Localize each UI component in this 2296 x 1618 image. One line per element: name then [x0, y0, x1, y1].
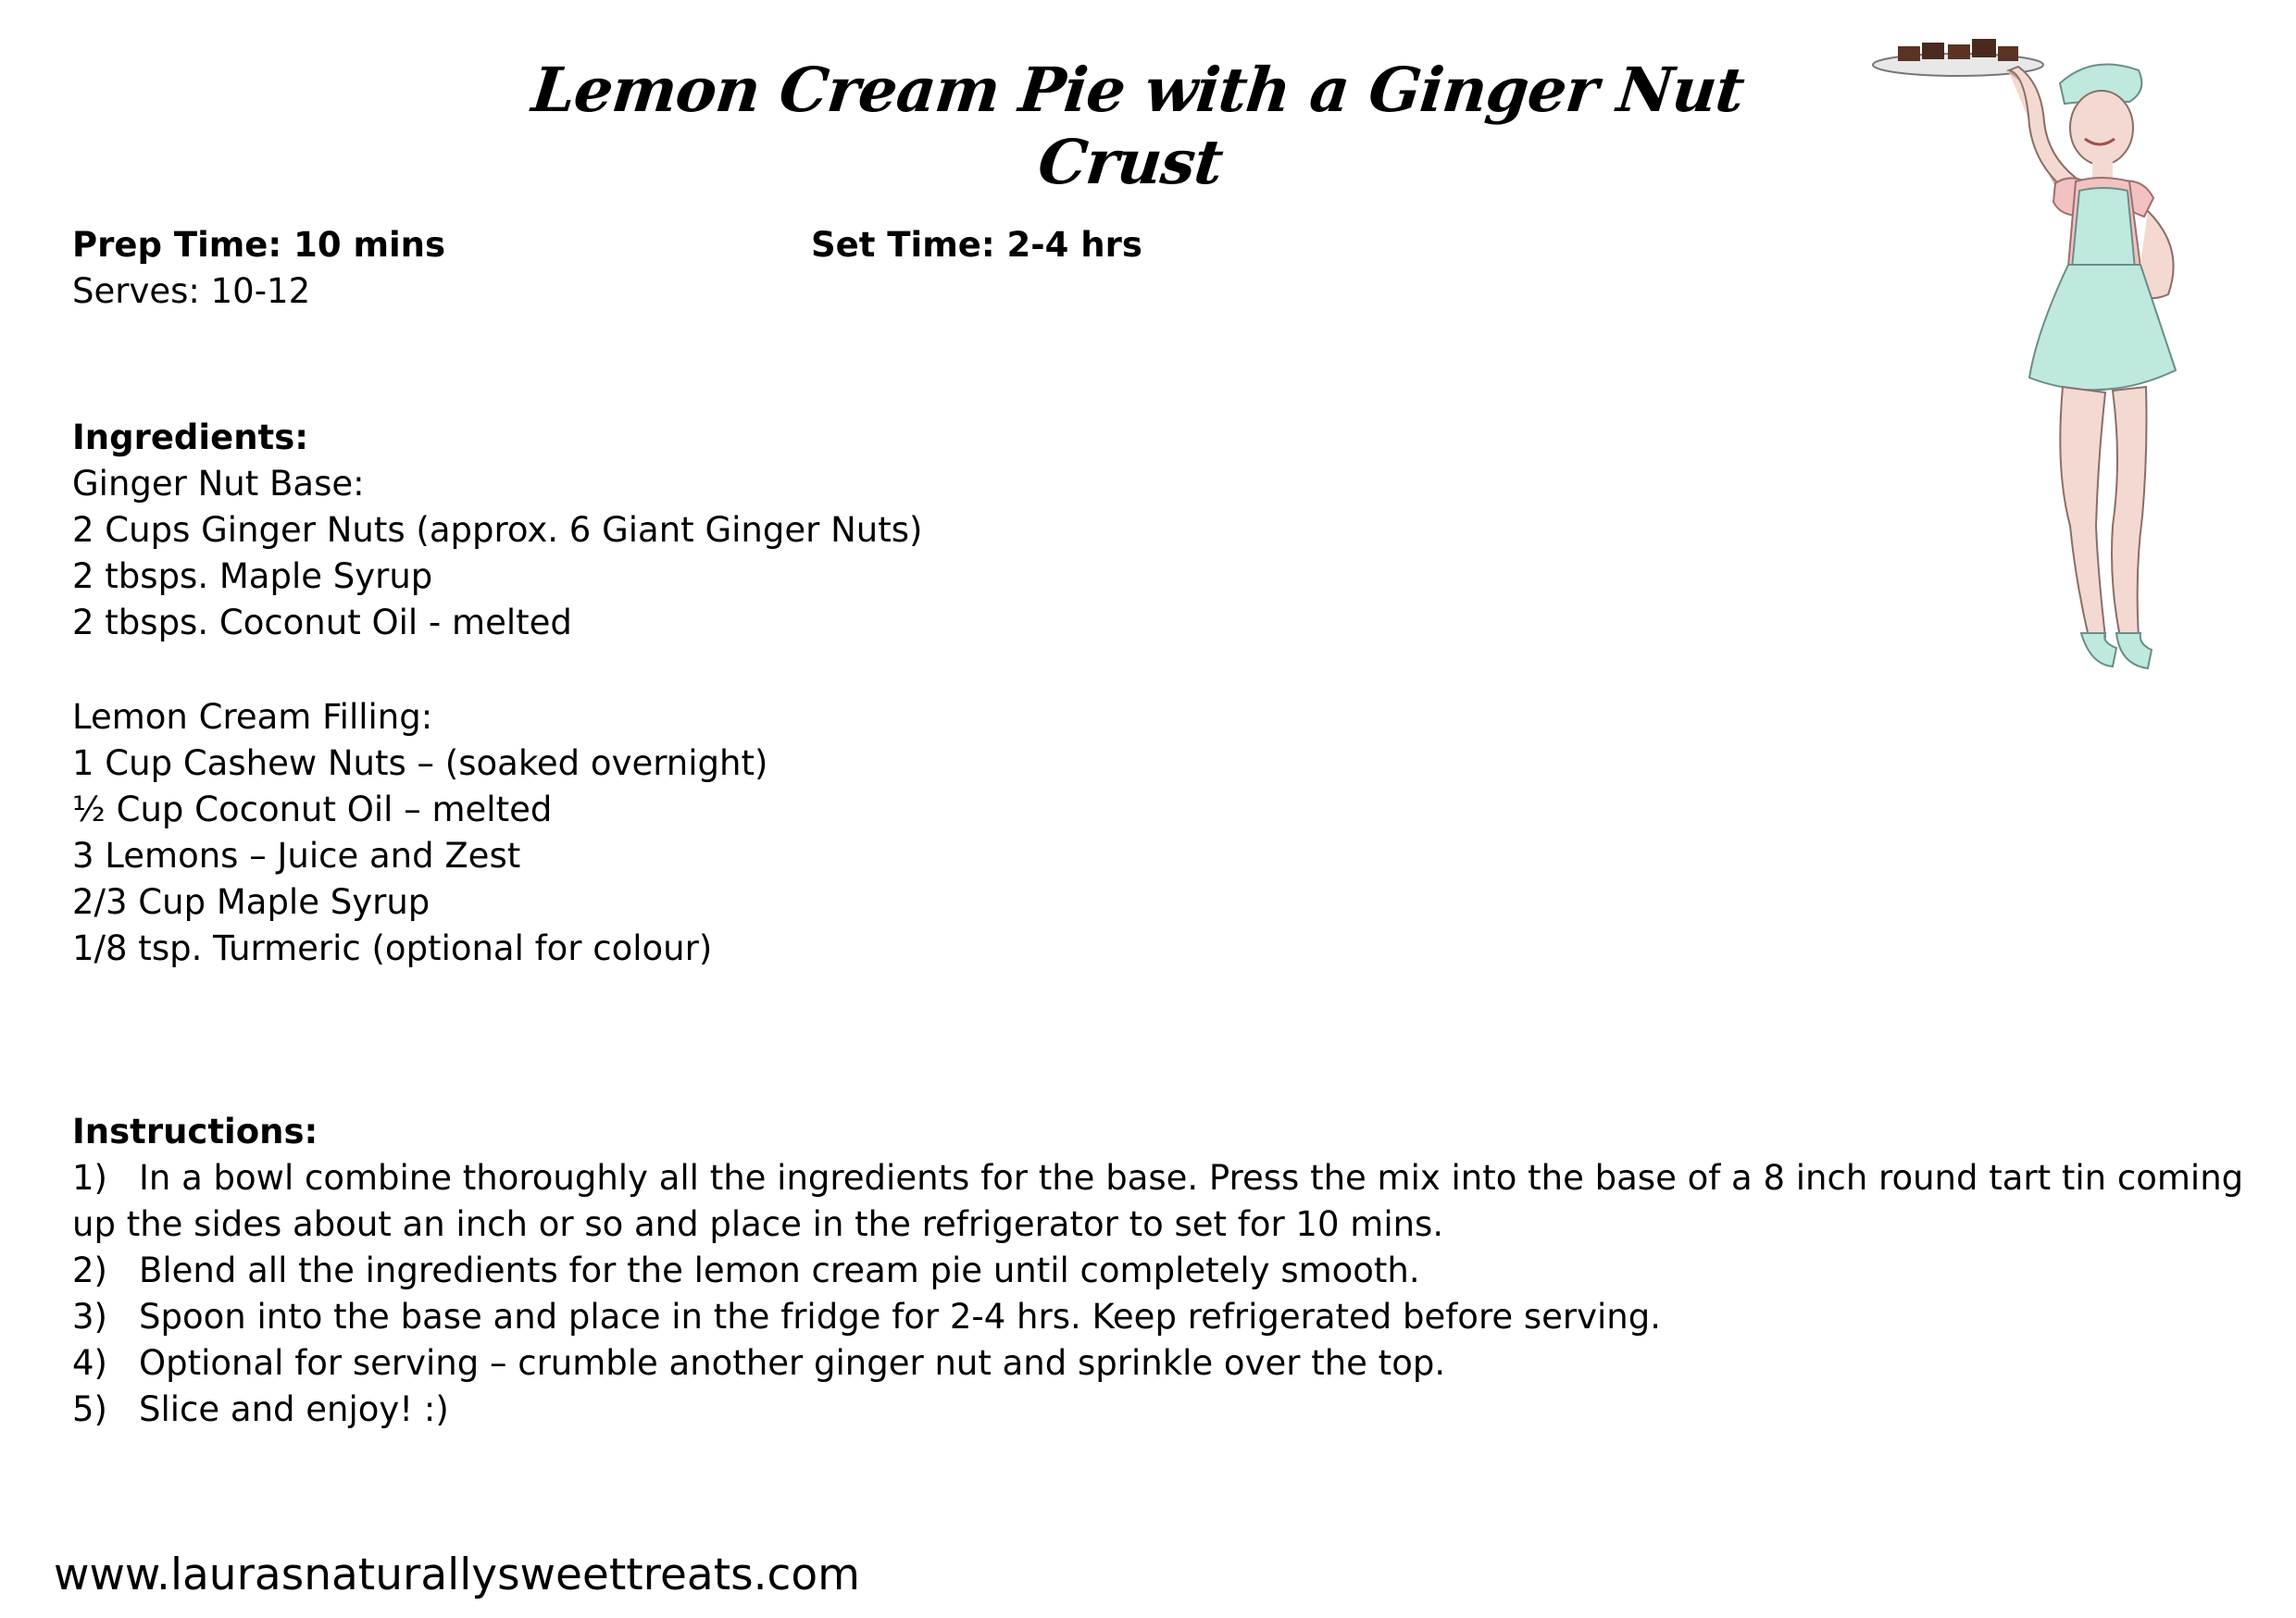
step-text-continued: up the sides about an inch or so and place in the refrigerator to set for 10 mins.: [72, 1204, 1444, 1244]
instructions-heading: Instructions:: [72, 1112, 318, 1151]
prep-time: Prep Time: 10 mins: [72, 225, 446, 265]
step-number: 4): [72, 1343, 107, 1383]
base-item: 2 tbsps. Coconut Oil - melted: [72, 603, 572, 642]
step-text: Spoon into the base and place in the fridge for 2-4 hrs. Keep refrigerated before serving.: [139, 1297, 1661, 1337]
step-number: 1): [72, 1158, 107, 1198]
filling-item: ½ Cup Coconut Oil – melted: [72, 790, 553, 829]
website-url: www.laurasnaturallysweettreats.com: [54, 1550, 860, 1600]
step-text: Slice and enjoy! :): [139, 1389, 449, 1429]
waitress-illustration: [1870, 26, 2259, 711]
step-text: In a bowl combine thoroughly all the ingredients for the base. Press the mix into the base of a 8 inch round tart tin coming: [139, 1158, 2244, 1198]
serves: Serves: 10-12: [72, 271, 311, 311]
filling-item: 1/8 tsp. Turmeric (optional for colour): [72, 928, 713, 968]
set-time: Set Time: 2-4 hrs: [811, 225, 1142, 265]
step-text: Optional for serving – crumble another ginger nut and sprinkle over the top.: [139, 1343, 1446, 1383]
step-number: 5): [72, 1389, 107, 1429]
step-number: 2): [72, 1251, 107, 1290]
recipe-title: Lemon Cream Pie with a Ginger Nut Crust: [529, 54, 1748, 198]
filling-item: 1 Cup Cashew Nuts – (soaked overnight): [72, 743, 768, 783]
step-text: Blend all the ingredients for the lemon cream pie until completely smooth.: [139, 1251, 1420, 1290]
filling-item: 3 Lemons – Juice and Zest: [72, 836, 521, 876]
base-heading: Ginger Nut Base:: [72, 464, 365, 504]
filling-heading: Lemon Cream Filling:: [72, 697, 433, 737]
base-item: 2 tbsps. Maple Syrup: [72, 556, 433, 596]
base-item: 2 Cups Ginger Nuts (approx. 6 Giant Ginger Nuts): [72, 510, 923, 550]
step-number: 3): [72, 1297, 107, 1337]
filling-item: 2/3 Cup Maple Syrup: [72, 882, 430, 922]
ingredients-heading: Ingredients:: [72, 417, 309, 457]
